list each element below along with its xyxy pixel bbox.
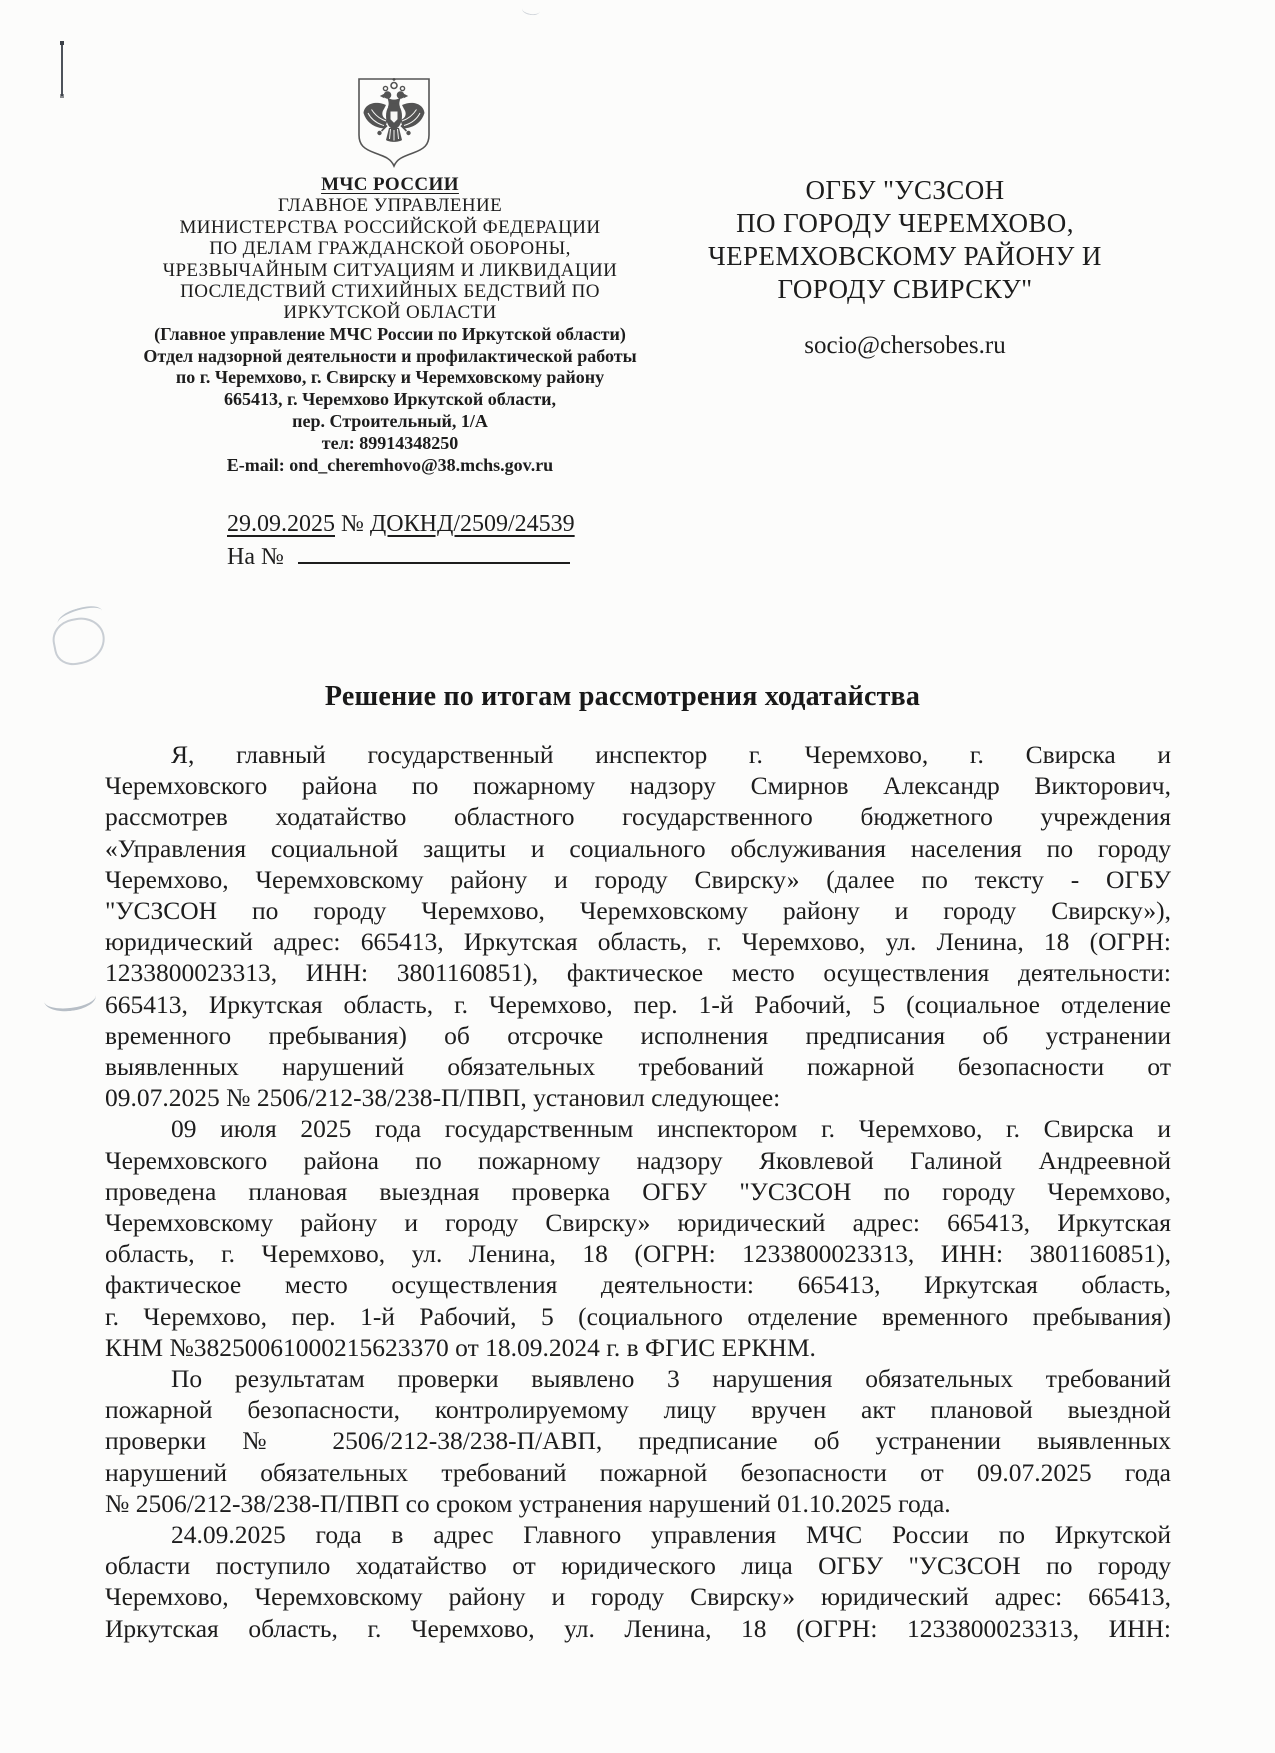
org-name-line: ЧРЕЗВЫЧАЙНЫМ СИТУАЦИЯМ И ЛИКВИДАЦИИ [162, 259, 618, 281]
org-name-line: ГЛАВНОЕ УПРАВЛЕНИЕ [277, 195, 503, 217]
org-name-line: МЧС РОССИИ [321, 174, 459, 195]
body-line: Черемхово, Черемховскому району и городу Свирску» (далее по тексту - ОГБУ [105, 864, 1171, 894]
body-line: выявленных нарушений обязательных требований пожарной безопасности от [105, 1052, 1171, 1082]
sender-phone: тел: 89914348250 [321, 432, 459, 453]
body-line: 665413, Иркутская область, г. Черемхово, пер. 1-й Рабочий, 5 (социальное отделение [105, 989, 1171, 1019]
body-line: Черемховского района по пожарному надзору Яковлевой Галиной Андреевной [105, 1145, 1171, 1175]
sender-email: E-mail: ond_cheremhovo@38.mchs.gov.ru [226, 454, 554, 475]
body-line: рассмотрев ходатайство областного государственного бюджетного учреждения [105, 802, 1171, 832]
recipient-header-block [645, 174, 1165, 360]
recipient-name-line: ЧЕРЕМХОВСКОМУ РАЙОНУ И [708, 241, 1102, 271]
body-line: временного пребывания) об отсрочке исполнения предписания об устранении [105, 1020, 1171, 1050]
sender-header-block [100, 174, 680, 476]
body-line: № 2506/212-38/238-П/ПВП со сроком устранения нарушений 01.10.2025 года. [105, 1488, 951, 1518]
reference-block [227, 510, 575, 571]
body-line: КНМ №38250061000215623370 от 18.09.2024 г. в ФГИС ЕРКНМ. [105, 1332, 816, 1362]
department-line: по г. Черемхово, г. Свирску и Черемховскому району [175, 367, 605, 388]
body-line: проведена плановая выездная проверка ОГБУ "УСЗСОН по городу Черемхово, [105, 1176, 1171, 1206]
russia-coat-of-arms-icon [351, 76, 437, 170]
body-line: Черемхово, Черемховскому району и городу Свирску» юридический адрес: 665413, [105, 1582, 1171, 1612]
body-line: "УСЗСОН по городу Черемхово, Черемховскому району и городу Свирску»), [105, 896, 1171, 926]
body-line: г. Черемхово, пер. 1-й Рабочий, 5 (социального отделение временного пребывания) [105, 1301, 1171, 1331]
recipient-email: socio@chersobes.ru [804, 332, 1006, 359]
reply-ref-line [227, 542, 575, 571]
number-sign: № [341, 511, 364, 537]
body-line: 09.07.2025 № 2506/212-38/238-П/ПВП, установил следующее: [105, 1083, 781, 1113]
reply-ref-label: На № [227, 544, 284, 570]
scan-artifact-vertical-line [61, 43, 63, 96]
outgoing-ref-line [227, 510, 575, 538]
body-line: Я, главный государственный инспектор г. Черемхово, г. Свирска и [171, 740, 1171, 769]
org-name-line: ПО ДЕЛАМ ГРАЖДАНСКОЙ ОБОРОНЫ, [209, 238, 571, 260]
body-line: пожарной безопасности, контролируемому лицу вручен акт плановой выездной [105, 1395, 1171, 1425]
body-line: область, г. Черемхово, ул. Ленина, 18 (ОГРН: 1233800023313, ИНН: 3801160851), [105, 1239, 1171, 1269]
document-title: Решение по итогам рассмотрения ходатайства [324, 681, 921, 712]
outgoing-number: ДОКНД/2509/24539 [369, 511, 575, 537]
body-line: юридический адрес: 665413, Иркутская область, г. Черемхово, ул. Ленина, 18 (ОГРН: [105, 927, 1171, 957]
body-line: 24.09.2025 года в адрес Главного управления МЧС России по Иркутской [171, 1520, 1171, 1550]
recipient-name-line: ГОРОДУ СВИРСКУ" [777, 274, 1033, 304]
body-line: «Управления социальной защиты и социального обслуживания населения по городу [105, 833, 1171, 863]
body-line: Иркутская область, г. Черемхово, ул. Ленина, 18 (ОГРН: 1233800023313, ИНН: [105, 1613, 1171, 1643]
body-line: фактическое место осуществления деятельности: 665413, Иркутская область, [105, 1270, 1171, 1300]
pen-mark-curve [43, 983, 98, 1014]
sender-address-line: 665413, г. Черемхово Иркутской области, [223, 389, 557, 410]
org-name-line: ПОСЛЕДСТВИЙ СТИХИЙНЫХ БЕДСТВИЙ ПО [180, 281, 600, 303]
body-line: нарушений обязательных требований пожарной безопасности от 09.07.2025 года [105, 1457, 1171, 1487]
recipient-name-line: ОГБУ "УСЗСОН [805, 175, 1005, 205]
body-line: области поступило ходатайство от юридического лица ОГБУ "УСЗСОН по городу [105, 1551, 1171, 1581]
body-line: Черемховскому району и городу Свирску» юридический адрес: 665413, Иркутская [105, 1208, 1171, 1238]
outgoing-date: 29.09.2025 [227, 511, 335, 537]
scan-artifact-speck [521, 4, 540, 17]
department-line: Отдел надзорной деятельности и профилактической работы [143, 345, 637, 366]
reply-ref-blank [298, 542, 570, 564]
body-line: Черемховского района по пожарному надзору Смирнов Александр Викторович, [105, 771, 1171, 801]
org-name-line: МИНИСТЕРСТВА РОССИЙСКОЙ ФЕДЕРАЦИИ [179, 216, 601, 238]
recipient-name-line: ПО ГОРОДУ ЧЕРЕМХОВО, [736, 208, 1074, 238]
sender-address-line: пер. Строительный, 1/А [292, 411, 488, 432]
body-line: По результатам проверки выявлено 3 нарушения обязательных требований [171, 1364, 1171, 1394]
org-subname-line: (Главное управление МЧС России по Иркутской области) [154, 323, 626, 344]
org-name-line: ИРКУТСКОЙ ОБЛАСТИ [283, 302, 497, 324]
document-body [105, 739, 1171, 1644]
body-line: 1233800023313, ИНН: 3801160851), фактическое место осуществления деятельности: [105, 958, 1171, 988]
body-line: 09 июля 2025 года государственным инспектором г. Черемхово, г. Свирска и [171, 1114, 1171, 1144]
body-line: проверки № 2506/212-38/238-П/АВП, предписание об устранении выявленных [105, 1426, 1171, 1456]
